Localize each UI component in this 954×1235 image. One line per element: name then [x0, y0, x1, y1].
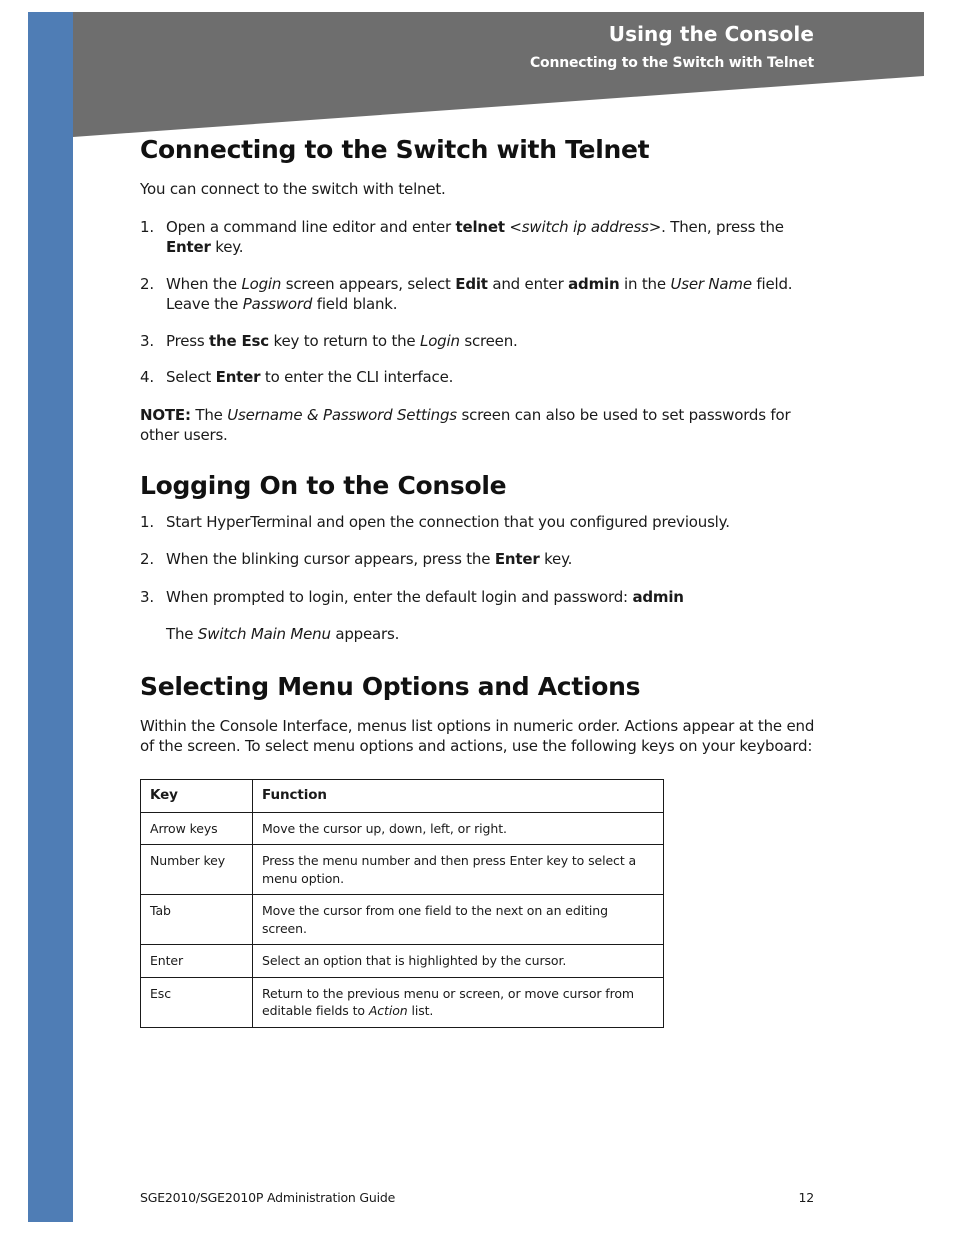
telnet-note: NOTE: The Username & Password Settings screen can also be used to set passwords for other users. — [140, 405, 791, 444]
heading-connecting-telnet: Connecting to the Switch with Telnet — [140, 135, 650, 164]
table-cell-key: Arrow keys — [141, 812, 253, 845]
table-cell-function: Move the cursor from one field to the next on an editing screen. — [253, 895, 664, 945]
logon-result: The Switch Main Menu appears. — [166, 625, 400, 643]
telnet-step-1: 1. Open a command line editor and enter telnet <switch ip address>. Then, press the Enter key. — [140, 217, 784, 256]
table-cell-key: Enter — [141, 945, 253, 978]
telnet-step-4: 4. Select Enter to enter the CLI interface. — [140, 368, 454, 386]
table-header-key: Key — [141, 780, 253, 813]
table-cell-key: Esc — [141, 977, 253, 1027]
logon-step-3: 3. When prompted to login, enter the default login and password: admin — [140, 587, 684, 606]
menu-options-intro: Within the Console Interface, menus list options in numeric order. Actions appear at the end of the screen. To select menu options and actions, use the following keys on your keyboard: — [140, 716, 815, 755]
footer-page-number: 12 — [798, 1190, 814, 1205]
table-header-row — [141, 780, 664, 813]
telnet-intro: You can connect to the switch with telnet. — [140, 180, 446, 198]
table-cell-function: Press the menu number and then press Enter key to select a menu option. — [253, 845, 664, 895]
logon-step-1: 1. Start HyperTerminal and open the connection that you configured previously. — [140, 512, 730, 531]
logon-step-2: 2. When the blinking cursor appears, press the Enter key. — [140, 550, 573, 568]
table-cell-function: Return to the previous menu or screen, or move cursor from editable fields to Action list. — [253, 977, 664, 1027]
telnet-step-3: 3. Press the Esc key to return to the Login screen. — [140, 331, 518, 350]
header-title: Using the Console — [608, 22, 814, 46]
page-content — [140, 130, 820, 757]
table-row — [141, 945, 664, 978]
side-color-bar — [28, 12, 73, 1222]
table-cell-key: Number key — [141, 845, 253, 895]
footer-guide-title: SGE2010/SGE2010P Administration Guide — [140, 1190, 396, 1205]
heading-menu-options: Selecting Menu Options and Actions — [140, 671, 641, 701]
table-cell-function: Move the cursor up, down, left, or right. — [253, 812, 664, 845]
heading-logging-on: Logging On to the Console — [140, 470, 507, 500]
table-cell-key: Tab — [141, 895, 253, 945]
table-cell-function: Select an option that is highlighted by the cursor. — [253, 945, 664, 978]
table-row — [141, 845, 664, 895]
table-row — [141, 812, 664, 845]
header-subtitle: Connecting to the Switch with Telnet — [529, 55, 814, 71]
table-row — [141, 977, 664, 1027]
table-row — [141, 895, 664, 945]
telnet-step-2: 2. When the Login screen appears, select Edit and enter admin in the User Name field. Leave the Password field blank. — [140, 274, 793, 313]
keys-table — [140, 779, 664, 1028]
table-header-function: Function — [253, 780, 664, 813]
